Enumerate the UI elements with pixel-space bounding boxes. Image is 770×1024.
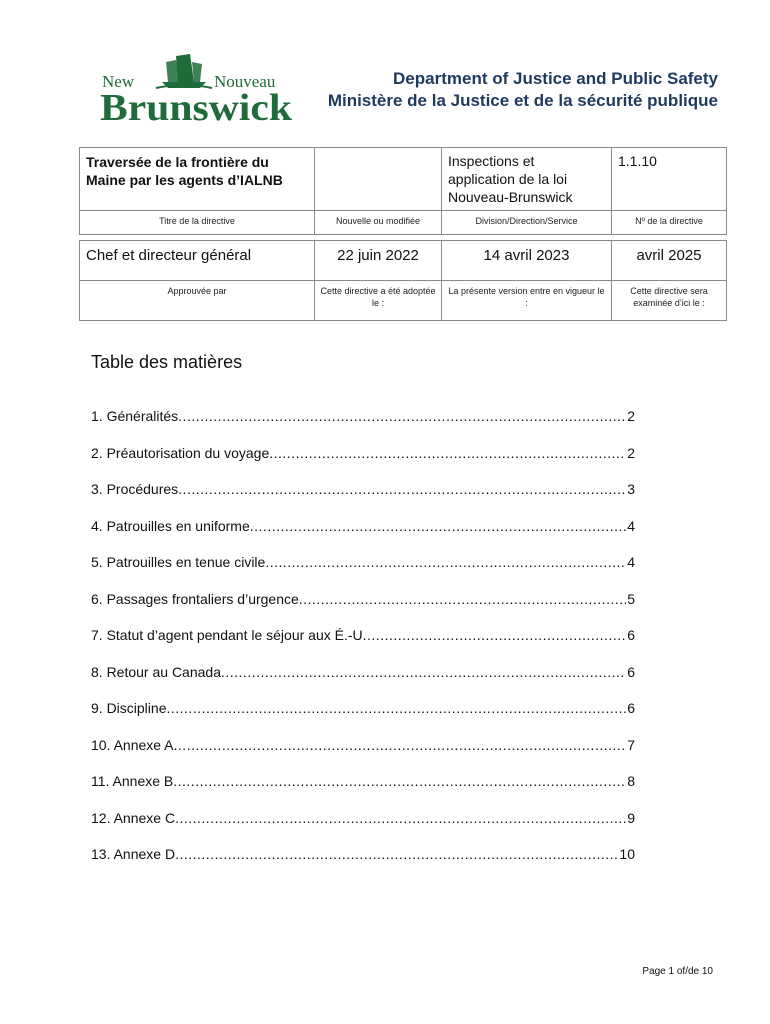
page-number: Page 1 of/de 10	[642, 966, 713, 977]
effective-label: La présente version entre en vigueur le :	[442, 281, 612, 321]
directive-title-label: Titre de la directive	[80, 211, 315, 235]
directive-number-label: Nº de la directive	[612, 211, 727, 235]
toc-item-label: 10. Annexe A	[91, 736, 174, 753]
toc-item-page: 9	[627, 809, 635, 826]
toc-item-label: 1. Généralités	[91, 408, 179, 424]
toc-item-label: 8. Retour au Canada	[91, 663, 221, 680]
nb-logo	[98, 52, 298, 124]
toc-leader	[175, 846, 618, 862]
approved-by-label: Approuvée par	[80, 281, 315, 321]
toc-item-label: 4. Patrouilles en uniforme	[91, 517, 250, 534]
toc-item[interactable]	[91, 627, 635, 664]
toc-item-label: 13. Annexe D	[91, 846, 176, 862]
toc-item-label: 12. Annexe C	[91, 809, 176, 826]
toc-item-page: 8	[627, 773, 635, 789]
toc-item[interactable]	[91, 591, 635, 628]
toc-item[interactable]	[91, 846, 635, 883]
toc-item-label: 5. Patrouilles en tenue civile	[91, 554, 266, 570]
toc-item-page: 2	[627, 408, 635, 424]
department-name-en: Department of Justice and Public Safety	[393, 69, 718, 88]
toc-item[interactable]	[91, 481, 635, 518]
toc-item-label: 3. Procédures	[91, 481, 179, 497]
toc-leader	[221, 664, 626, 680]
toc-item-page: 6	[627, 663, 635, 680]
toc-leader	[265, 554, 626, 570]
department-header	[328, 68, 718, 112]
toc-item[interactable]	[91, 773, 635, 810]
toc-item[interactable]	[91, 518, 635, 555]
toc-leader	[173, 773, 626, 789]
approved-by-value: Chef et directeur général	[80, 241, 315, 281]
toc-leader	[178, 481, 626, 497]
department-name-fr: Ministère de la Justice et de la sécurité publique	[327, 91, 718, 110]
directive-status	[315, 148, 442, 211]
adopted-date: 22 juin 2022	[315, 241, 442, 281]
toc-item-label: 9. Discipline	[91, 700, 167, 716]
directive-dates-table	[79, 240, 727, 321]
effective-date: 14 avril 2023	[442, 241, 612, 281]
logo-brunswick: Brunswick	[100, 87, 293, 124]
toc-item-page: 2	[627, 444, 635, 461]
directive-title: Traversée de la frontière du Maine par les agents d’IALNB	[80, 148, 315, 211]
toc-leader	[363, 627, 627, 643]
toc-item[interactable]	[91, 700, 635, 737]
toc-item-page: 4	[627, 554, 635, 570]
toc-leader	[299, 591, 626, 607]
toc-item[interactable]	[91, 408, 635, 445]
toc-item[interactable]	[91, 810, 635, 847]
toc-item-label: 11. Annexe B	[91, 773, 174, 789]
toc-leader	[174, 737, 627, 753]
toc-item-label: 2. Préautorisation du voyage	[91, 444, 270, 461]
toc-item-page: 3	[627, 481, 635, 497]
toc-item-page: 5	[627, 590, 635, 607]
toc-leader	[175, 810, 626, 826]
directive-division: Inspections et application de la loi Nouveau-Brunswick	[442, 148, 612, 211]
logo-new: New	[102, 72, 135, 91]
table-of-contents	[91, 408, 635, 883]
toc-item[interactable]	[91, 445, 635, 482]
toc-item-page: 6	[627, 700, 635, 716]
review-label: Cette directive sera examinée d’ici le :	[612, 281, 727, 321]
toc-item[interactable]	[91, 737, 635, 774]
directive-status-label: Nouvelle ou modifiée	[315, 211, 442, 235]
toc-item-label: 6. Passages frontaliers d’urgence	[91, 590, 299, 607]
toc-item[interactable]	[91, 554, 635, 591]
review-date: avril 2025	[612, 241, 727, 281]
ship-logo-icon	[98, 52, 298, 124]
toc-item-page: 6	[627, 627, 635, 643]
directive-division-label: Division/Direction/Service	[442, 211, 612, 235]
toc-leader	[269, 445, 626, 461]
toc-item-page: 4	[627, 517, 635, 534]
toc-item[interactable]	[91, 664, 635, 701]
toc-item-page: 7	[627, 736, 635, 753]
directive-number: 1.1.10	[612, 148, 727, 211]
directive-info-table	[79, 147, 727, 235]
toc-title: Table des matières	[91, 352, 243, 372]
adopted-label: Cette directive a été adoptée le :	[315, 281, 442, 321]
logo-nouveau: Nouveau	[214, 72, 276, 91]
toc-item-label: 7. Statut d’agent pendant le séjour aux É.-U	[91, 627, 363, 643]
toc-leader	[250, 518, 626, 534]
toc-leader	[166, 700, 626, 716]
toc-leader	[178, 408, 626, 424]
toc-item-page: 10	[619, 846, 635, 862]
